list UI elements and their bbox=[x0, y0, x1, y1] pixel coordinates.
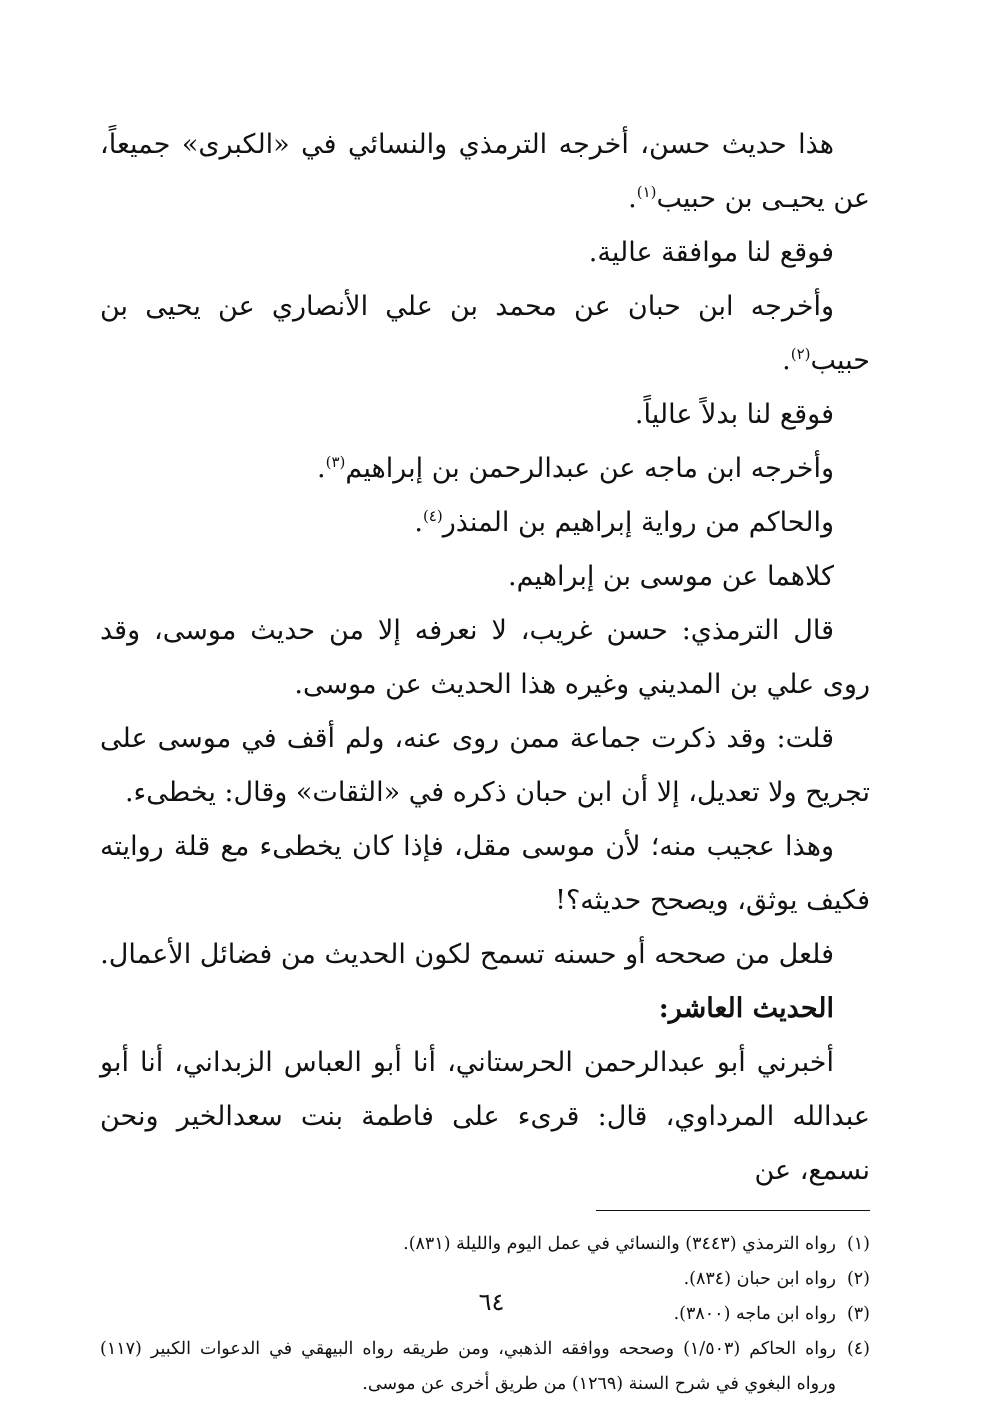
footnote-text: رواه ابن حبان (٨٣٤). bbox=[683, 1269, 836, 1289]
footnote bbox=[100, 1227, 870, 1262]
paragraph bbox=[100, 496, 870, 550]
paragraph bbox=[100, 1036, 870, 1198]
paragraph bbox=[100, 928, 870, 982]
page-content bbox=[100, 118, 870, 1402]
paragraph bbox=[100, 388, 870, 442]
paragraph bbox=[100, 820, 870, 928]
paragraph-text: قال الترمذي: حسن غريب، لا نعرفه إلا من حديث موسى، وقد روى علي بن المديني وغيره هذا الحديث عن موسى. bbox=[100, 615, 870, 700]
paragraph-text: فوقع لنا بدلاً عالياً. bbox=[634, 399, 834, 430]
paragraph-text: . bbox=[414, 507, 423, 538]
footnote-text: رواه ابن ماجه (٣٨٠٠). bbox=[673, 1304, 836, 1324]
paragraph bbox=[100, 442, 870, 496]
footnote-marker[interactable]: (١) bbox=[636, 183, 657, 201]
paragraph bbox=[100, 280, 870, 388]
paragraph bbox=[100, 226, 870, 280]
footnote bbox=[100, 1332, 870, 1402]
paragraph-text: قلت: وقد ذكرت جماعة ممن روى عنه، ولم أقف في موسى على تجريح ولا تعديل، إلا أن ابن حبان ذكره في «الثقات» وقال: يخطىء. bbox=[100, 723, 870, 808]
paragraph-text: وأخرجه ابن ماجه عن عبدالرحمن بن إبراهيم bbox=[345, 453, 834, 484]
body-text bbox=[100, 118, 870, 1198]
paragraph-text: الحديث العاشر: bbox=[658, 993, 834, 1024]
footnote-marker[interactable]: (٣) bbox=[325, 453, 346, 471]
paragraph-text: فلعل من صححه أو حسنه تسمح لكون الحديث من فضائل الأعمال. bbox=[100, 939, 834, 970]
page-number: ٦٤ bbox=[478, 1288, 505, 1316]
paragraph-text: . bbox=[317, 453, 326, 484]
footnote-number: (٤) bbox=[846, 1339, 870, 1359]
paragraph bbox=[100, 712, 870, 820]
paragraph-text: . bbox=[782, 345, 791, 376]
section-heading bbox=[100, 982, 870, 1036]
paragraph-text: . bbox=[628, 183, 637, 214]
paragraph bbox=[100, 118, 870, 226]
footnote-number: (٢) bbox=[846, 1269, 870, 1289]
footnote-text: رواه الحاكم (١/٥٠٣) وصححه ووافقه الذهبي، ومن طريقه رواه البيهقي في الدعوات الكبير (١١٧) ورواه البغوي في شرح السنة (١٢٦٩) من طريق أخرى عن موسى. bbox=[100, 1339, 837, 1394]
footnote-text: رواه الترمذي (٣٤٤٣) والنسائي في عمل اليوم والليلة (٨٣١). bbox=[403, 1234, 836, 1254]
footnote-number: (١) bbox=[846, 1234, 870, 1254]
paragraph-text: هذا حديث حسن، أخرجه الترمذي والنسائي في «الكبرى» جميعاً، عن يحيـى بن حبيب bbox=[100, 129, 870, 214]
paragraph-text: وهذا عجيب منه؛ لأن موسى مقل، فإذا كان يخطىء مع قلة روايته فكيف يوثق، ويصحح حديثه؟! bbox=[100, 831, 870, 916]
paragraph bbox=[100, 604, 870, 712]
footnote-marker[interactable]: (٢) bbox=[790, 345, 811, 363]
paragraph-text: أخبرني أبو عبدالرحمن الحرستاني، أنا أبو العباس الزبداني، أنا أبو عبدالله المرداوي، قال: قرىء على فاطمة بنت سعدالخير ونحن نسمع، عن bbox=[100, 1047, 870, 1186]
paragraph-text: كلاهما عن موسى بن إبراهيم. bbox=[508, 561, 834, 592]
footnote-divider bbox=[596, 1210, 870, 1211]
paragraph-text: والحاكم من رواية إبراهيم بن المنذر bbox=[442, 507, 834, 538]
paragraph-text: فوقع لنا موافقة عالية. bbox=[588, 237, 834, 268]
footnote-marker[interactable]: (٤) bbox=[422, 507, 443, 525]
paragraph bbox=[100, 550, 870, 604]
paragraph-text: وأخرجه ابن حبان عن محمد بن علي الأنصاري عن يحيى بن حبيب bbox=[100, 291, 870, 376]
footnote-number: (٣) bbox=[846, 1304, 870, 1324]
